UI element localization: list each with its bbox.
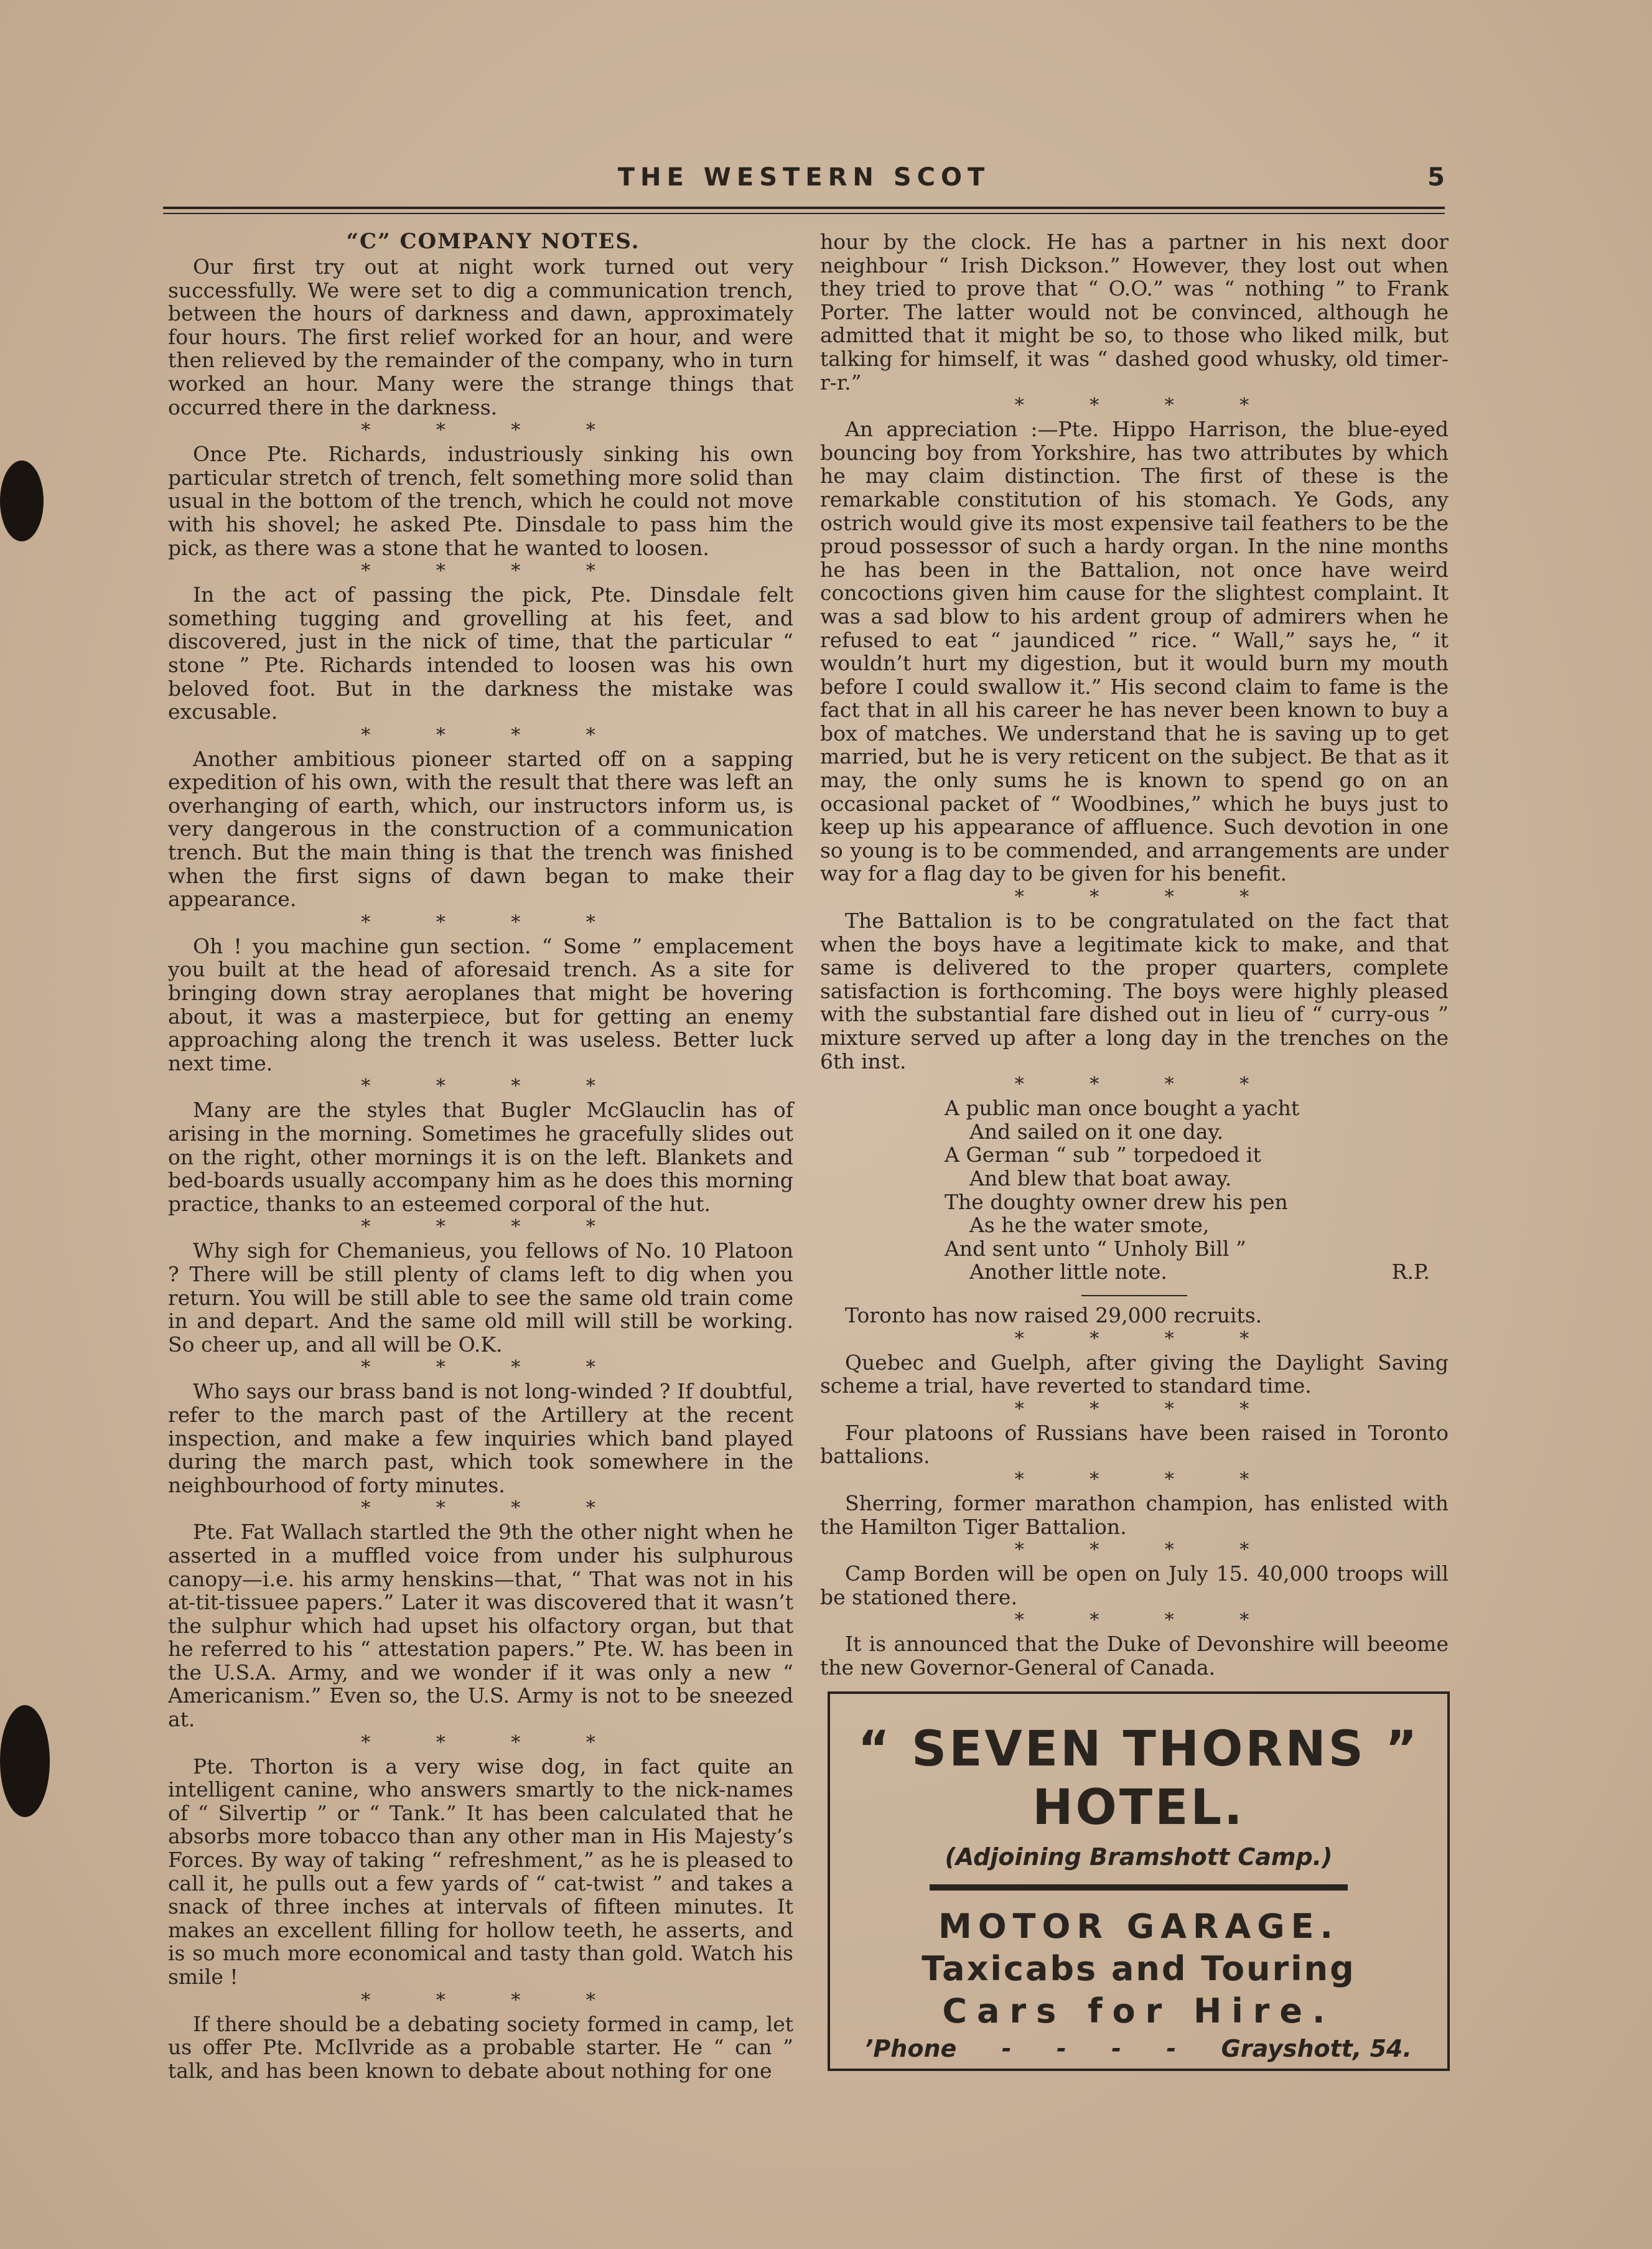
- ad-hotel-word: HOTEL.: [1032, 1780, 1245, 1836]
- short-divider: [1081, 1295, 1187, 1296]
- separator-stars: * * * *: [361, 1357, 625, 1379]
- page-header: [163, 163, 1445, 200]
- news-item: Four platoons of Russians have been raised in Toronto battalions.: [820, 1420, 1449, 1469]
- ad-cars-for-hire: Cars for Hire.: [942, 1991, 1335, 2031]
- hotel-advertisement: [828, 1691, 1450, 2071]
- news-item: Quebec and Guelph, after giving the Daylight Saving scheme a trial, have reverted to standard time.: [820, 1350, 1449, 1398]
- ad-divider: [930, 1884, 1348, 1891]
- ad-dash: -: [1111, 2035, 1121, 2062]
- separator-stars: * * * *: [361, 724, 625, 746]
- ad-taxicabs: Taxicabs and Touring: [922, 1949, 1356, 1988]
- separator-stars: * * * *: [361, 1497, 625, 1520]
- separator-stars: * * * *: [1014, 1327, 1279, 1350]
- paragraph: Why sigh for Chemanieus, you fellows of No. 10 Platoon ? There will be still plenty of clams left to dig when you return. You will be still able to see the same old train come in and depart. And the same old mill will still be working. So cheer up, and all will be O.K.: [168, 1238, 793, 1357]
- poem-line: And blew that boat away.: [969, 1166, 1232, 1190]
- paragraph: hour by the clock. He has a partner in his next door neighbour “ Irish Dickson.” However, they lost out when they tried to prove that “ O.O.” was “ nothing ” to Frank Porter. The latter would not be convinced, although he admitted that it might be so, to those who liked milk, but talking for himself, it was “ dashed good whusky, old timer-r-r.”: [820, 230, 1449, 395]
- section-title: “C” COMPANY NOTES.: [346, 229, 640, 254]
- separator-stars: * * * *: [361, 911, 625, 933]
- paragraph: Our first try out at night work turned out very successfully. We were set to dig a communication trench, between the hours of darkness and dawn, approximately four hours. The first relief worked for an hour, and were then relieved by the remainder of the company, who in turn worked an hour. Many were the strange things that occurred there in the darkness.: [168, 255, 793, 419]
- ad-motor-garage: MOTOR GARAGE.: [938, 1907, 1339, 1946]
- separator-stars: * * * *: [1014, 1539, 1279, 1561]
- news-item: Sherring, former marathon champion, has enlisted with the Hamilton Tiger Battalion.: [820, 1490, 1449, 1539]
- news-item: Camp Borden will be open on July 15. 40,000 troops will be stationed there.: [820, 1561, 1449, 1609]
- separator-stars: * * * *: [361, 1216, 625, 1238]
- ad-dash: -: [1056, 2035, 1066, 2062]
- paragraph: If there should be a debating society formed in camp, let us offer Pte. McIlvride as a probable starter. He “ can ” talk, and has been known to debate about nothing for one: [168, 2011, 793, 2083]
- poem-line: A public man once bought a yacht: [945, 1096, 1300, 1121]
- poem-line: And sailed on it one day.: [969, 1119, 1224, 1144]
- ad-phone-number: Grayshott, 54.: [1221, 2035, 1412, 2062]
- paragraph: Many are the styles that Bugler McGlauclin has of arising in the morning. Sometimes he gracefully slides out on the right, other mornings it is on the left. Blankets and bed-boards usually accompany him as he does this morning practice, thanks to an esteemed corporal of the hut.: [168, 1098, 793, 1216]
- paragraph: Pte. Thorton is a very wise dog, in fact quite an intelligent canine, who answers smartly to the nick-names of “ Silvertip ” or “ Tank.” It has been calculated that he absorbs more tobacco than any other man in His Majesty’s Forces. By way of taking “ refreshment,” as he is pleased to call it, he pulls out a few yards of “ cat-twist ” and takes a snack of three inches at intervals of fifteen minutes. It makes an excellent filling for hollow teeth, he asserts, and is so much more economical and tasty than gold. Watch his smile !: [168, 1754, 793, 1989]
- separator-stars: * * * *: [1014, 886, 1279, 909]
- separator-stars: * * * *: [1014, 1073, 1279, 1096]
- separator-stars: * * * *: [1014, 395, 1279, 417]
- paragraph: Once Pte. Richards, industriously sinking his own particular stretch of trench, felt something more solid than usual in the bottom of the trench, which he could not move with his shovel; he asked Pte. Dinsdale to pass him the pick, as there was a stone that he wanted to loosen.: [168, 442, 793, 560]
- separator-stars: * * * *: [361, 1075, 625, 1098]
- poem-line: The doughty owner drew his pen: [945, 1189, 1288, 1214]
- separator-stars: * * * *: [1014, 1468, 1279, 1490]
- separator-stars: * * * *: [361, 560, 625, 582]
- page-number: 5: [1427, 163, 1445, 192]
- ink-stain-top: [0, 461, 44, 541]
- paragraph: Pte. Fat Wallach startled the 9th the other night when he asserted in a muffled voice from under his sulphurous canopy—i.e. his army henskins—that, “ That was not in his at-tit-tissuee papers.” Later it was discovered that it wasn’t the sulphur which had upset his olfactory organ, but that he referred to his “ attestation papers.” Pte. W. has been in the U.S.A. Army, and we wonder if it was only a new “ Americanism.” Even so, the U.S. Army is not to be sneezed at.: [168, 1520, 793, 1732]
- paragraph: Who says our brass band is not long-winded ? If doubtful, refer to the march past of the Artillery at the recent inspection, and make a few inquiries which band played during the march past, which took somewhere in the neighbourhood of forty minutes.: [168, 1379, 793, 1497]
- poem-line: As he the water smote,: [969, 1213, 1210, 1238]
- publication-title: THE WESTERN SCOT: [617, 163, 991, 192]
- paragraph: Oh ! you machine gun section. “ Some ” emplacement you built at the head of aforesaid trench. As a site for bringing down stray aeroplanes that might be hovering about, it was a masterpiece, but for getting an enemy approaching along the trench it was useless. Better luck next time.: [168, 933, 793, 1075]
- separator-stars: * * * *: [361, 1731, 625, 1754]
- separator-stars: * * * *: [361, 419, 625, 442]
- poem-line-last: [945, 1260, 1449, 1284]
- ink-stain-bottom: [0, 1705, 50, 1817]
- news-item: It is announced that the Duke of Devonshire will beeome the new Governor-General of Canada.: [820, 1632, 1449, 1680]
- ad-hotel-name: “ SEVEN THORNS ”: [857, 1721, 1420, 1777]
- paragraph: An appreciation :—Pte. Hippo Harrison, the blue-eyed bouncing boy from Yorkshire, has two attributes by which he may claim distinction. The first of these is the remarkable constitution of his stomach. Ye Gods, any ostrich would give its most expensive tail feathers to be the proud possessor of such a hardy organ. In the nine months he has been in the Battalion, not once have weird concoctions given him cause for the slightest complaint. It was a sad blow to his ardent group of admirers when he refused to eat “ jaundiced ” rice. “ Wall,” says he, “ it wouldn’t hurt my digestion, but it would burn my mouth before I could swallow it.” His second claim to fame is the fact that in all his career he has never been known to buy a box of matches. We understand that he is saving up to get married, but he is very reticent on the subject. Be that as it may, the only sums he is known to spend go on an occasional packet of “ Woodbines,” which he buys just to keep up his appearance of affluence. Such devotion in one so young is to be commended, and arrangements are under way for a flag day to be given for his benefit.: [820, 417, 1449, 886]
- right-column: [820, 230, 1449, 1679]
- paragraph: In the act of passing the pick, Pte. Dinsdale felt something tugging and grovelling at his feet, and discovered, just in the nick of time, that the particular “ stone ” Pte. Richards intended to loosen was his own beloved foot. But in the darkness the mistake was excusable.: [168, 582, 793, 724]
- news-item: Toronto has now raised 29,000 recruits.: [845, 1302, 1262, 1327]
- header-rule-thin: [163, 213, 1445, 214]
- separator-stars: * * * *: [1014, 1398, 1279, 1420]
- header-rule: [163, 207, 1445, 209]
- paragraph: Another ambitious pioneer started off on a sapping expedition of his own, with the result that there was left an overhanging of earth, which, our instructors inform us, is very dangerous in the construction of a communication trench. But the main thing is that the trench was finished when the first signs of dawn began to make their appearance.: [168, 746, 793, 912]
- poem-line: Another little note.: [969, 1260, 1167, 1284]
- ad-phone-row: [864, 2035, 1412, 2062]
- separator-stars: * * * *: [1014, 1609, 1279, 1632]
- poem-line: And sent unto “ Unholy Bill ”: [945, 1236, 1246, 1261]
- paragraph: The Battalion is to be congratulated on the fact that when the boys have a legitimate kick to make, and that same is delivered to the proper quarters, complete satisfaction is forthcoming. The boys were highly pleased with the substantial fare dished out in lieu of “ curry-ous ” mixture served up after a long day in the trenches on the 6th inst.: [820, 909, 1449, 1073]
- ad-phone-label: ’Phone: [864, 2035, 957, 2062]
- poem: [945, 1096, 1449, 1284]
- ad-location: (Adjoining Bramshott Camp.): [945, 1843, 1333, 1871]
- left-column: [168, 230, 793, 2082]
- ad-dash: -: [1166, 2035, 1177, 2062]
- poem-signature: R.P.: [1391, 1260, 1430, 1284]
- separator-stars: * * * *: [361, 1989, 625, 2011]
- poem-line: A German “ sub ” torpedoed it: [945, 1143, 1261, 1167]
- ad-dash: -: [1001, 2035, 1012, 2062]
